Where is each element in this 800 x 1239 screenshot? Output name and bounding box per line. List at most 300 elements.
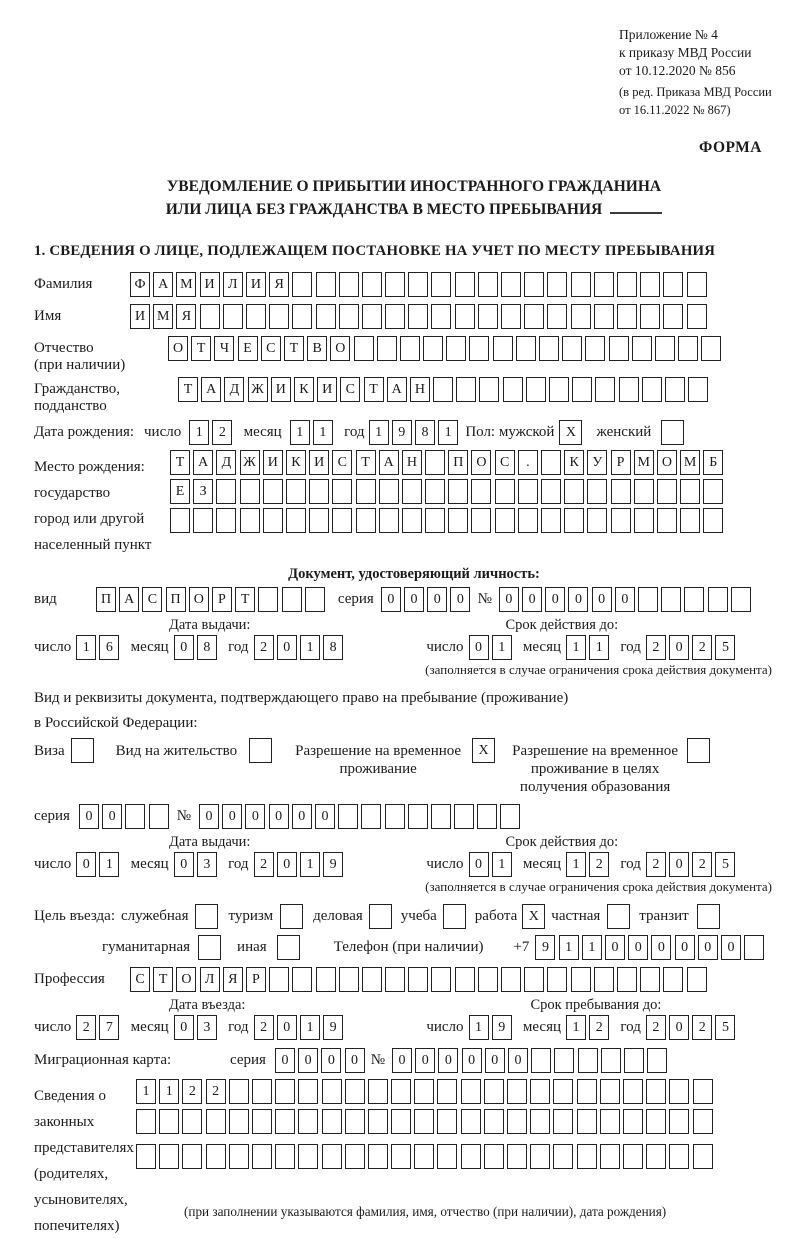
char-box[interactable] [539,336,559,361]
purpose-tourism-checkbox[interactable] [280,904,303,929]
char-box[interactable] [182,1109,202,1134]
char-box[interactable] [246,304,266,329]
char-box[interactable]: 1 [300,635,320,660]
char-box[interactable]: 0 [392,1048,412,1073]
char-box[interactable] [292,304,312,329]
char-box[interactable] [484,1109,504,1134]
char-box[interactable] [647,1048,667,1073]
char-box[interactable] [379,479,399,504]
char-box[interactable] [708,587,728,612]
char-box[interactable]: 1 [290,420,310,445]
char-box[interactable]: 0 [669,1015,689,1040]
temp-residence-checkbox[interactable]: X [472,738,495,763]
char-box[interactable] [642,377,662,402]
char-box[interactable] [703,479,723,504]
char-box[interactable]: 1 [438,420,458,445]
char-box[interactable]: 8 [323,635,343,660]
char-box[interactable] [305,587,325,612]
char-box[interactable]: 0 [698,935,718,960]
char-box[interactable]: М [153,304,173,329]
char-box[interactable] [286,479,306,504]
char-box[interactable] [646,1079,666,1104]
char-box[interactable] [391,1109,411,1134]
char-box[interactable] [501,304,521,329]
char-box[interactable] [577,1144,597,1169]
char-box[interactable] [578,1048,598,1073]
char-box[interactable]: 0 [545,587,565,612]
char-box[interactable] [640,272,660,297]
char-box[interactable] [531,1048,551,1073]
char-box[interactable]: 0 [499,587,519,612]
char-box[interactable]: . [518,450,538,475]
char-box[interactable]: 0 [292,804,312,829]
char-box[interactable]: 2 [206,1079,226,1104]
char-box[interactable] [477,804,497,829]
char-box[interactable]: Т [284,336,304,361]
char-box[interactable]: З [193,479,213,504]
char-box[interactable] [478,272,498,297]
char-box[interactable] [524,304,544,329]
char-box[interactable] [693,1109,713,1134]
char-box[interactable]: 9 [323,1015,343,1040]
char-box[interactable]: 0 [277,635,297,660]
char-box[interactable] [571,304,591,329]
char-box[interactable]: 2 [212,420,232,445]
char-box[interactable] [414,1079,434,1104]
char-box[interactable] [501,967,521,992]
char-box[interactable] [549,377,569,402]
char-box[interactable]: 0 [222,804,242,829]
char-box[interactable] [431,304,451,329]
char-box[interactable] [611,479,631,504]
char-box[interactable]: И [246,272,266,297]
char-box[interactable] [423,336,443,361]
char-box[interactable] [292,967,312,992]
char-box[interactable] [495,508,515,533]
char-box[interactable]: М [176,272,196,297]
char-box[interactable] [240,479,260,504]
char-box[interactable] [136,1109,156,1134]
char-box[interactable] [368,1079,388,1104]
char-box[interactable] [400,336,420,361]
purpose-private-checkbox[interactable] [607,904,630,929]
char-box[interactable] [623,1079,643,1104]
char-box[interactable]: Н [402,450,422,475]
char-box[interactable] [316,304,336,329]
char-box[interactable]: 0 [277,1015,297,1040]
char-box[interactable] [541,508,561,533]
purpose-work-checkbox[interactable]: X [522,904,545,929]
char-box[interactable] [471,479,491,504]
char-box[interactable] [354,336,374,361]
char-box[interactable] [275,1079,295,1104]
char-box[interactable]: 0 [199,804,219,829]
char-box[interactable] [377,336,397,361]
char-box[interactable]: 2 [646,635,666,660]
char-box[interactable] [530,1144,550,1169]
char-box[interactable] [263,479,283,504]
char-box[interactable] [663,967,683,992]
char-box[interactable]: 9 [323,852,343,877]
char-box[interactable] [408,967,428,992]
char-box[interactable]: Л [200,967,220,992]
char-box[interactable] [503,377,523,402]
char-box[interactable] [564,479,584,504]
char-box[interactable] [361,804,381,829]
char-box[interactable] [332,479,352,504]
char-box[interactable]: К [286,450,306,475]
char-box[interactable] [263,508,283,533]
char-box[interactable] [339,272,359,297]
char-box[interactable] [553,1079,573,1104]
char-box[interactable]: Т [356,450,376,475]
char-box[interactable]: 3 [197,852,217,877]
char-box[interactable] [623,1109,643,1134]
char-box[interactable] [585,336,605,361]
char-box[interactable]: Б [703,450,723,475]
char-box[interactable]: 2 [589,1015,609,1040]
char-box[interactable] [484,1144,504,1169]
char-box[interactable] [149,804,169,829]
char-box[interactable] [385,304,405,329]
char-box[interactable]: 1 [159,1079,179,1104]
char-box[interactable] [193,508,213,533]
char-box[interactable]: 1 [469,1015,489,1040]
char-box[interactable] [661,587,681,612]
char-box[interactable] [338,804,358,829]
char-box[interactable] [638,587,658,612]
char-box[interactable] [617,272,637,297]
char-box[interactable] [414,1144,434,1169]
char-box[interactable]: 0 [615,587,635,612]
char-box[interactable] [687,304,707,329]
char-box[interactable] [433,377,453,402]
char-box[interactable]: 0 [381,587,401,612]
char-box[interactable] [252,1144,272,1169]
char-box[interactable]: 0 [427,587,447,612]
char-box[interactable] [595,377,615,402]
char-box[interactable]: А [387,377,407,402]
char-box[interactable] [229,1144,249,1169]
char-box[interactable] [269,967,289,992]
char-box[interactable]: Е [170,479,190,504]
char-box[interactable] [216,479,236,504]
purpose-official-checkbox[interactable] [195,904,218,929]
char-box[interactable]: 0 [721,935,741,960]
char-box[interactable]: 5 [715,635,735,660]
char-box[interactable]: 9 [535,935,555,960]
char-box[interactable]: И [263,450,283,475]
char-box[interactable]: П [448,450,468,475]
char-box[interactable]: Т [191,336,211,361]
char-box[interactable] [495,479,515,504]
char-box[interactable] [744,935,764,960]
char-box[interactable] [609,336,629,361]
char-box[interactable]: 2 [254,1015,274,1040]
char-box[interactable] [547,272,567,297]
char-box[interactable] [493,336,513,361]
char-box[interactable] [437,1079,457,1104]
char-box[interactable] [507,1144,527,1169]
char-box[interactable] [577,1079,597,1104]
temp-residence-education-checkbox[interactable] [687,738,710,763]
char-box[interactable] [379,508,399,533]
char-box[interactable] [634,508,654,533]
char-box[interactable] [665,377,685,402]
char-box[interactable]: О [176,967,196,992]
char-box[interactable] [402,508,422,533]
char-box[interactable] [431,967,451,992]
char-box[interactable] [229,1109,249,1134]
char-box[interactable] [507,1079,527,1104]
char-box[interactable] [461,1079,481,1104]
char-box[interactable] [634,479,654,504]
char-box[interactable] [703,508,723,533]
char-box[interactable] [461,1109,481,1134]
char-box[interactable] [479,377,499,402]
purpose-study-checkbox[interactable] [443,904,466,929]
char-box[interactable] [530,1109,550,1134]
char-box[interactable]: 1 [136,1079,156,1104]
char-box[interactable] [216,508,236,533]
char-box[interactable] [562,336,582,361]
char-box[interactable]: 2 [589,852,609,877]
char-box[interactable]: 0 [450,587,470,612]
char-box[interactable]: В [307,336,327,361]
char-box[interactable] [414,1109,434,1134]
char-box[interactable] [693,1079,713,1104]
char-box[interactable]: Ж [248,377,268,402]
purpose-humanitarian-checkbox[interactable] [198,935,221,960]
char-box[interactable]: А [201,377,221,402]
char-box[interactable]: 0 [469,852,489,877]
char-box[interactable] [577,1109,597,1134]
char-box[interactable]: К [294,377,314,402]
char-box[interactable] [368,1109,388,1134]
char-box[interactable]: 9 [492,1015,512,1040]
char-box[interactable] [623,1144,643,1169]
char-box[interactable]: Р [611,450,631,475]
char-box[interactable]: А [153,272,173,297]
char-box[interactable] [500,804,520,829]
char-box[interactable] [298,1109,318,1134]
char-box[interactable]: И [271,377,291,402]
char-box[interactable]: 1 [313,420,333,445]
char-box[interactable]: 8 [197,635,217,660]
char-box[interactable] [617,967,637,992]
char-box[interactable] [680,479,700,504]
char-box[interactable] [431,272,451,297]
char-box[interactable] [688,377,708,402]
char-box[interactable] [507,1109,527,1134]
char-box[interactable] [339,304,359,329]
char-box[interactable] [316,967,336,992]
char-box[interactable] [368,1144,388,1169]
char-box[interactable]: И [317,377,337,402]
char-box[interactable]: 0 [651,935,671,960]
char-box[interactable] [402,479,422,504]
char-box[interactable] [587,479,607,504]
char-box[interactable]: 0 [508,1048,528,1073]
char-box[interactable]: О [330,336,350,361]
char-box[interactable]: М [680,450,700,475]
char-box[interactable]: 0 [269,804,289,829]
char-box[interactable] [425,479,445,504]
char-box[interactable] [286,508,306,533]
char-box[interactable]: Т [178,377,198,402]
char-box[interactable] [478,967,498,992]
char-box[interactable] [684,587,704,612]
char-box[interactable] [446,336,466,361]
char-box[interactable]: Е [238,336,258,361]
char-box[interactable] [640,304,660,329]
char-box[interactable] [206,1144,226,1169]
char-box[interactable]: 0 [669,635,689,660]
char-box[interactable] [362,304,382,329]
char-box[interactable]: Т [364,377,384,402]
char-box[interactable]: 2 [254,852,274,877]
char-box[interactable] [484,1079,504,1104]
char-box[interactable]: 0 [298,1048,318,1073]
char-box[interactable] [693,1144,713,1169]
char-box[interactable] [518,479,538,504]
char-box[interactable] [455,272,475,297]
char-box[interactable] [669,1144,689,1169]
char-box[interactable]: 8 [415,420,435,445]
char-box[interactable]: 7 [99,1015,119,1040]
char-box[interactable] [632,336,652,361]
char-box[interactable] [731,587,751,612]
char-box[interactable]: 1 [189,420,209,445]
char-box[interactable] [526,377,546,402]
char-box[interactable] [292,272,312,297]
char-box[interactable]: 0 [174,852,194,877]
char-box[interactable] [229,1079,249,1104]
char-box[interactable]: С [261,336,281,361]
char-box[interactable]: А [379,450,399,475]
char-box[interactable] [240,508,260,533]
char-box[interactable]: 0 [592,587,612,612]
char-box[interactable]: 1 [566,635,586,660]
char-box[interactable] [322,1079,342,1104]
char-box[interactable] [425,508,445,533]
char-box[interactable] [553,1109,573,1134]
char-box[interactable] [345,1079,365,1104]
char-box[interactable]: 2 [692,635,712,660]
char-box[interactable] [455,967,475,992]
char-box[interactable] [455,304,475,329]
char-box[interactable]: Н [410,377,430,402]
char-box[interactable] [600,1079,620,1104]
char-box[interactable] [322,1144,342,1169]
char-box[interactable]: К [564,450,584,475]
char-box[interactable] [408,804,428,829]
char-box[interactable]: 6 [99,635,119,660]
char-box[interactable] [339,967,359,992]
char-box[interactable]: И [130,304,150,329]
char-box[interactable]: 3 [197,1015,217,1040]
char-box[interactable]: С [340,377,360,402]
char-box[interactable]: 0 [404,587,424,612]
char-box[interactable] [182,1144,202,1169]
char-box[interactable] [594,272,614,297]
char-box[interactable]: Д [224,377,244,402]
char-box[interactable]: 0 [277,852,297,877]
char-box[interactable] [125,804,145,829]
char-box[interactable]: Ф [130,272,150,297]
char-box[interactable] [669,1079,689,1104]
char-box[interactable] [322,1109,342,1134]
char-box[interactable] [332,508,352,533]
char-box[interactable]: 9 [392,420,412,445]
char-box[interactable] [356,479,376,504]
char-box[interactable] [448,479,468,504]
char-box[interactable] [571,272,591,297]
char-box[interactable] [663,304,683,329]
char-box[interactable]: Я [269,272,289,297]
char-box[interactable] [454,804,474,829]
char-box[interactable] [471,508,491,533]
char-box[interactable] [448,508,468,533]
char-box[interactable] [159,1109,179,1134]
char-box[interactable]: 0 [438,1048,458,1073]
char-box[interactable] [391,1079,411,1104]
char-box[interactable] [252,1079,272,1104]
char-box[interactable] [678,336,698,361]
char-box[interactable] [587,508,607,533]
char-box[interactable] [258,587,278,612]
char-box[interactable]: 0 [628,935,648,960]
char-box[interactable] [541,479,561,504]
char-box[interactable] [571,967,591,992]
char-box[interactable] [316,272,336,297]
purpose-business-checkbox[interactable] [369,904,392,929]
char-box[interactable] [469,336,489,361]
char-box[interactable]: С [130,967,150,992]
char-box[interactable]: О [168,336,188,361]
char-box[interactable] [646,1109,666,1134]
char-box[interactable] [345,1144,365,1169]
char-box[interactable] [385,804,405,829]
char-box[interactable] [564,508,584,533]
char-box[interactable]: И [309,450,329,475]
char-box[interactable] [501,272,521,297]
sex-female-checkbox[interactable] [661,420,684,445]
char-box[interactable] [362,272,382,297]
char-box[interactable]: 0 [462,1048,482,1073]
char-box[interactable]: 2 [182,1079,202,1104]
char-box[interactable]: М [634,450,654,475]
char-box[interactable]: А [193,450,213,475]
char-box[interactable]: 1 [492,852,512,877]
char-box[interactable]: О [189,587,209,612]
char-box[interactable] [461,1144,481,1169]
char-box[interactable] [624,1048,644,1073]
char-box[interactable]: С [332,450,352,475]
char-box[interactable] [600,1109,620,1134]
char-box[interactable] [680,508,700,533]
char-box[interactable]: 2 [646,1015,666,1040]
char-box[interactable] [309,508,329,533]
char-box[interactable]: Я [176,304,196,329]
char-box[interactable]: 0 [79,804,99,829]
sex-male-checkbox[interactable]: X [559,420,582,445]
char-box[interactable]: 0 [174,1015,194,1040]
char-box[interactable] [617,304,637,329]
char-box[interactable]: Ч [214,336,234,361]
char-box[interactable]: 5 [715,852,735,877]
char-box[interactable]: 2 [692,852,712,877]
